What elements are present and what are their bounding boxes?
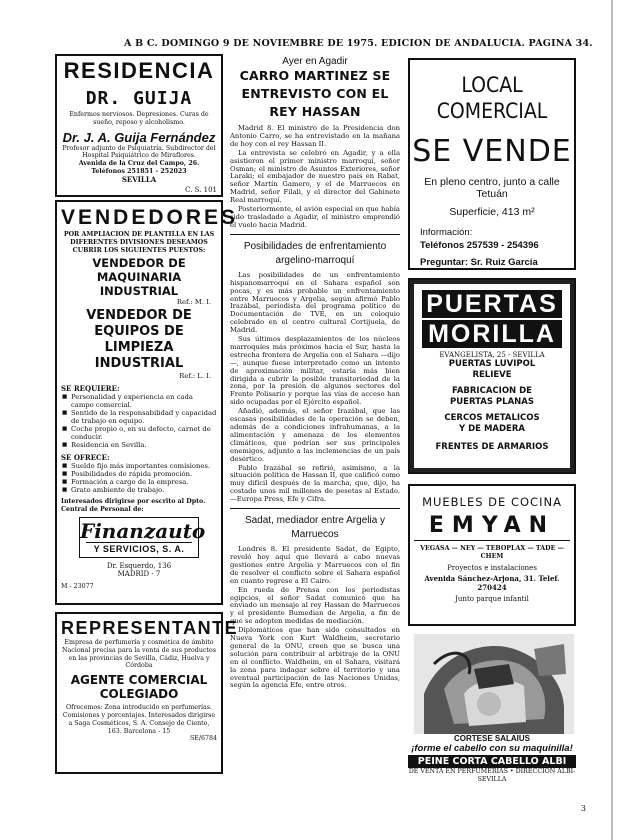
- vendedores-contact: Interesados dirigirse por escrito al Dpto. Central de Personal de:: [61, 498, 206, 514]
- ad-vendedores: [55, 200, 239, 605]
- vendedores-city: MADRID - 7: [117, 570, 161, 579]
- vendedores-title: VENDEDORES: [61, 206, 239, 229]
- local-contact: Preguntar: Sr. Ruiz García: [420, 257, 538, 268]
- article-body-3: [230, 546, 400, 690]
- puertas-line: RELIEVE: [472, 369, 512, 380]
- vendedores-requires-list: [61, 393, 217, 449]
- puertas-line: CERCOS METALICOS: [444, 413, 540, 423]
- muebles-address: Avenida Sánchez-Arjona, 31. Telef. 270424: [424, 574, 560, 592]
- residencia-ref: C. S. 101: [185, 186, 217, 195]
- puertas-title-1: PUERTAS: [422, 290, 562, 318]
- list-item: ■ Coche propio o, en su defecto, carnet de conducir.: [61, 425, 217, 441]
- list-item: ■ Personalidad y experiencia en cada campo comercial.: [61, 393, 217, 409]
- article-subheading-1: Posibilidades de enfrentamiento argelino-marroquí: [243, 240, 387, 266]
- local-location: En pleno centro, junto a calle Tetuán: [424, 176, 560, 200]
- muebles-brand: EMYAN: [414, 513, 570, 541]
- vendedores-requires-label: SE REQUIERE:: [61, 384, 120, 394]
- puertas-title-2: MORILLA: [422, 320, 562, 348]
- finanzauto-name: Finanzauto: [80, 518, 206, 543]
- article-headline: CARRO MARTINEZ SE ENTREVISTO CON EL REY HASSAN: [239, 68, 391, 119]
- list-item: ■ Residencia en Sevilla.: [61, 441, 217, 449]
- muebles-services: Proyectos e instalaciones: [447, 563, 537, 572]
- list-item: ■ Sueldo fijo más importantes comisiones.: [61, 462, 217, 470]
- local-phones: Teléfonos 257539 - 254396: [420, 240, 539, 251]
- paragraph: En rueda de Prensa con los periodistas egipcios, el señor Sadat comunicó que ha enviado un mensaje al rey Hassan de Marruecos y el presidente Bumedian de Argelia, a fin de que se adopten medidas de mediación.: [230, 585, 400, 626]
- article-subheading-2: Sadat, mediador entre Argelia y Marruecos: [244, 515, 386, 541]
- hair-photo-image: [414, 634, 574, 734]
- vendedores-ref: M - 23077: [61, 582, 94, 590]
- paragraph: Las posibilidades de un enfrentamiento hispanomarroquí en el Sahara español son pocas, y es más probable un enfrentamiento entre Marruecos y Argelia, según afirmó Pablo Irazábal, periodista del programa político de Documentación de TVE, en un coloquio celebrado en el centro cultural Cortijuela, de Madrid.: [230, 270, 400, 335]
- paragraph: Pablo Irazábal se refirió, asimismo, a la situación política de Hassan II, que calificó como muy difícil después de la marcha, que, dijo, ha costado unos mil millones de pesetas al Estado.—Europa Press, Efe y Cifra.: [230, 463, 400, 504]
- residencia-city: SEVILLA: [121, 174, 157, 184]
- divider: [230, 234, 400, 235]
- puertas-line: FRENTES DE ARMARIOS: [435, 442, 549, 452]
- vendedores-offers-list: [61, 462, 217, 494]
- page-mark: 3: [580, 804, 586, 813]
- peine-caption-4: DE VENTA EN PERFUMERIAS • DIRECCION ALBI-SEVILLA: [408, 768, 576, 783]
- representante-title: REPRESENTANTE: [61, 618, 239, 638]
- peine-caption-3: PEINE CORTA CABELLO ALBI: [408, 755, 576, 768]
- ad-local-comercial: [408, 58, 576, 270]
- paragraph: Sus últimos desplazamientos de los núcleos marroquíes más próximos hacia el Sur, hasta la estrecha frontera de Argelia con el Sahara —dijo—, aunque fuese interpretado como un intento de aproximación militar, estaría más bien dirigida a cubrir la posible transitoriedad de la zona, por la presión de algunos sectores del Frente Polisario y porque las vías de acceso han sido ocupadas por el Ejército español.: [230, 335, 400, 407]
- local-area: Superficie, 413 m²: [449, 206, 535, 218]
- paragraph: Posteriormente, el avión especial en que había sido trasladado a Agadir, el ministro emprendió el vuelo hacia Madrid.: [230, 205, 400, 229]
- vendedores-ref-1: Ref.: M. I.: [176, 298, 211, 307]
- puertas-inner: [414, 284, 570, 468]
- peine-caption: [408, 734, 576, 784]
- vendedores-offers-label: SE OFRECE:: [61, 453, 110, 463]
- local-info-label: Información:: [420, 227, 473, 238]
- puertas-line: PUERTAS LUVIPOL: [448, 359, 536, 369]
- paragraph: La entrevista se celebró en Agadir, y a ella asistieron el primer ministro marroquí, señor Osman; el ministro de Asuntos Exteriores, señor Laraki; el embajador de nuestro país en Rabat, señor Martín Gamero, y el de Marruecos en Madrid, señor Filali, y el director del Gabinete Real marroquí.: [230, 148, 400, 205]
- page-header: A B C. DOMINGO 9 DE NOVIEMBRE DE 1975. EDICION DE ANDALUCIA. PAGINA 34.: [124, 38, 593, 49]
- puertas-address: EVANGELISTA, 25 - SEVILLA: [439, 351, 545, 359]
- residencia-director: Dr. J. A. Guija Fernández: [62, 129, 216, 145]
- article-body-2: [230, 272, 400, 504]
- residencia-title: RESIDENCIA: [63, 58, 215, 83]
- ad-residencia: [55, 54, 223, 197]
- ad-representante: [55, 612, 239, 774]
- vendedores-intro: POR AMPLIACION DE PLANTILLA EN LAS DIFERENTES DIVISIONES DESEAMOS CUBRIR LOS SIGUIENTES PUESTOS:: [63, 231, 215, 254]
- peine-caption-1: CORTESE SALAIUS: [453, 734, 530, 743]
- peine-caption-2: ¡forme el cabello con su maquinilla!: [411, 743, 573, 754]
- finanzauto-logo: [79, 517, 206, 558]
- vendedores-job-1: VENDEDOR DE MAQUINARIA INDUSTRIAL: [92, 256, 186, 299]
- muebles-note: Junto parque infantil: [455, 595, 529, 604]
- residencia-doctor: DR. GUIJA: [85, 88, 193, 109]
- list-item: ■ Sentido de la responsabilidad y capacidad de trabajo en equipo.: [61, 409, 217, 425]
- vendedores-ref-2: Ref.: L. I.: [179, 372, 211, 381]
- residencia-director-desc: Profesor adjunto de Psiquiatría. Subdirector del Hospital Psiquiátrico de Miraflores.: [62, 144, 216, 160]
- finanzauto-sub: Y SERVICIOS, S. A.: [86, 542, 192, 554]
- paragraph: Añadió, además, el señor Irazábal, que las escasas posibilidades de la operación se deben, además de a condiciones infrahumanas, a la alimentación y amenaza de los elementos climáticos, que podrían ser sus principales enemigos, adjunto a las inclemencias de un país desértico.: [230, 407, 400, 463]
- divider: [230, 508, 400, 509]
- puertas-line: Y DE MADERA: [459, 423, 525, 434]
- representante-job: AGENTE COMERCIAL COLEGIADO: [70, 673, 208, 702]
- ad-peine-albi: [408, 632, 576, 783]
- residencia-address: Avenida de la Cruz del Campo, 26. Teléfonos 251851 - 252023: [78, 160, 200, 175]
- muebles-title: MUEBLES DE COCINA: [422, 495, 562, 509]
- muebles-brands: VEGASA — NEY — TEBOPLAX — TADE — CHEM: [420, 545, 564, 560]
- paragraph: Diplomáticos que han sido consultados en Nueva York con Kurt Waldheim, secretario general de la ONU, creen que se busca una solución para contribuir al arbitraje de la ONU en el conflicto. Waldheim, en el Sahara, visitará la zona para indagar sobre el territorio y una eventual participación de las Naciones Unidas, según la agencia Efe, entre otros.: [230, 626, 400, 690]
- ad-muebles-emyan: [408, 484, 576, 626]
- local-big: SE VENDE: [412, 134, 572, 169]
- vendedores-address: Dr. Esquerdo, 136: [106, 561, 172, 570]
- paragraph: Madrid 8. El ministro de la Presidencia don Antonio Carro, se ha entrevistado en la mañana de hoy con el rey Hassan II.: [230, 124, 400, 148]
- vendedores-job-2: VENDEDOR DE EQUIPOS DE LIMPIEZA INDUSTRIAL: [86, 308, 192, 372]
- paragraph: Londres 8. El presidente Sadat, de Egipto, reveló hoy aquí que llevará a cabo nuevas gestiones entre Argelia y Marruecos con el fin de resolver el conflicto sobre el Sahara español en cuanto regrese a El Cairo.: [230, 545, 400, 585]
- puertas-line: FABRICACION DE: [452, 386, 532, 396]
- puertas-line: PUERTAS PLANAS: [450, 396, 534, 407]
- list-item: ■ Grato ambiente de trabajo.: [61, 486, 217, 494]
- article-kicker: Ayer en Agadir: [282, 56, 348, 67]
- article-body-1: [230, 125, 400, 230]
- local-info: [410, 226, 574, 269]
- local-title: LOCAL COMERCIAL: [436, 73, 548, 123]
- residencia-intro: Enfermos nerviosos. Depresiones. Curas de sueño, reposo y alcoholismo.: [69, 111, 209, 126]
- representante-text: Ofrecemos: Zona introducido en perfumerías. Comisiones y porcentajes. Interesados dirigirse a Saga Cosméticos, S. A. Consejo de Ciento, 163. Barcelona - 15: [62, 704, 216, 735]
- representante-intro: Empresa de perfumería y cosmética de ámbito Nacional precisa para la venta de sus productos en las provincias de Sevilla, Cádiz, Huelva y Córdoba: [62, 639, 216, 670]
- page-edge-line: [611, 0, 613, 840]
- list-item: ■ Formación a cargo de la empresa.: [61, 478, 217, 486]
- representante-ref: SE/6784: [189, 735, 217, 743]
- list-item: ■ Posibilidades de rápida promoción.: [61, 470, 217, 478]
- ad-puertas-morilla: [408, 278, 576, 474]
- news-article: [230, 56, 400, 776]
